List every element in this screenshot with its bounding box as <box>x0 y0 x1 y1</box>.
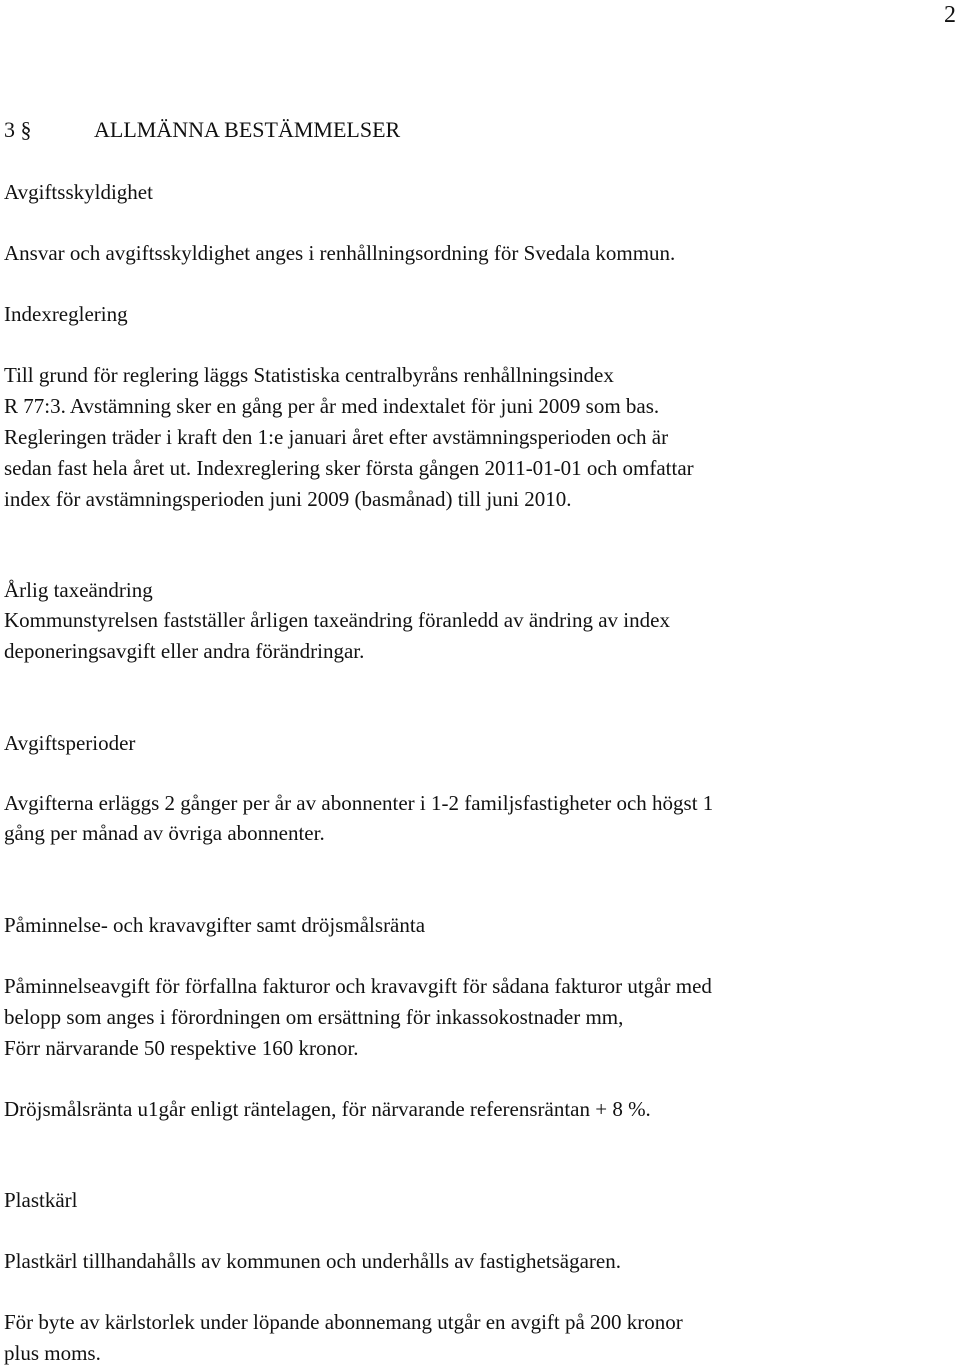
paragraph-line: Påminnelseavgift för förfallna fakturor och kravavgift för sådana fakturor utgår med <box>4 974 712 998</box>
paragraph-line: Kommunstyrelsen fastställer årligen taxeändring föranledd av ändring av index <box>4 608 670 632</box>
paragraph-line: belopp som anges i förordningen om ersättning för inkassokostnader mm, <box>4 1005 624 1029</box>
paragraph-line: deponeringsavgift eller andra förändringar. <box>4 639 365 663</box>
heading-arlig-taxeandring: Årlig taxeändring <box>4 578 153 602</box>
section-heading <box>4 116 400 144</box>
heading-avgiftsperioder: Avgiftsperioder <box>4 731 136 755</box>
paragraph-line: För byte av kärlstorlek under löpande abonnemang utgår en avgift på 200 kronor <box>4 1310 683 1334</box>
section-title: ALLMÄNNA BESTÄMMELSER <box>94 117 401 142</box>
paragraph-line: Förr närvarande 50 respektive 160 kronor. <box>4 1036 359 1060</box>
paragraph-line: R 77:3. Avstämning sker en gång per år med indextalet för juni 2009 som bas. <box>4 394 660 418</box>
paragraph-line: Till grund för reglering läggs Statistiska centralbyråns renhållningsindex <box>4 363 614 387</box>
paragraph-line: Avgifterna erläggs 2 gånger per år av abonnenter i 1-2 familjsfastigheter och högst 1 <box>4 791 714 815</box>
heading-avgiftsskyldighet: Avgiftsskyldighet <box>4 180 153 204</box>
section-number: 3 § <box>4 117 32 142</box>
heading-plastkarl: Plastkärl <box>4 1188 78 1212</box>
paragraph-line: Regleringen träder i kraft den 1:e januari året efter avstämningsperioden och är <box>4 425 669 449</box>
paragraph-line: Dröjsmålsränta u1går enligt räntelagen, för närvarande referensräntan + 8 %. <box>4 1097 651 1121</box>
paragraph-line: sedan fast hela året ut. Indexreglering sker första gången 2011-01-01 och omfattar <box>4 456 694 480</box>
heading-paminnelse: Påminnelse- och kravavgifter samt dröjsmålsränta <box>4 913 426 937</box>
paragraph-line: gång per månad av övriga abonnenter. <box>4 821 325 845</box>
paragraph-line: Ansvar och avgiftsskyldighet anges i renhållningsordning för Svedala kommun. <box>4 241 676 265</box>
paragraph-line: Plastkärl tillhandahålls av kommunen och underhålls av fastighetsägaren. <box>4 1249 621 1273</box>
page-number: 2 <box>944 2 956 28</box>
paragraph-line: index för avstämningsperioden juni 2009 (basmånad) till juni 2010. <box>4 487 572 511</box>
paragraph-line: plus moms. <box>4 1341 101 1365</box>
heading-indexreglering: Indexreglering <box>4 302 128 326</box>
